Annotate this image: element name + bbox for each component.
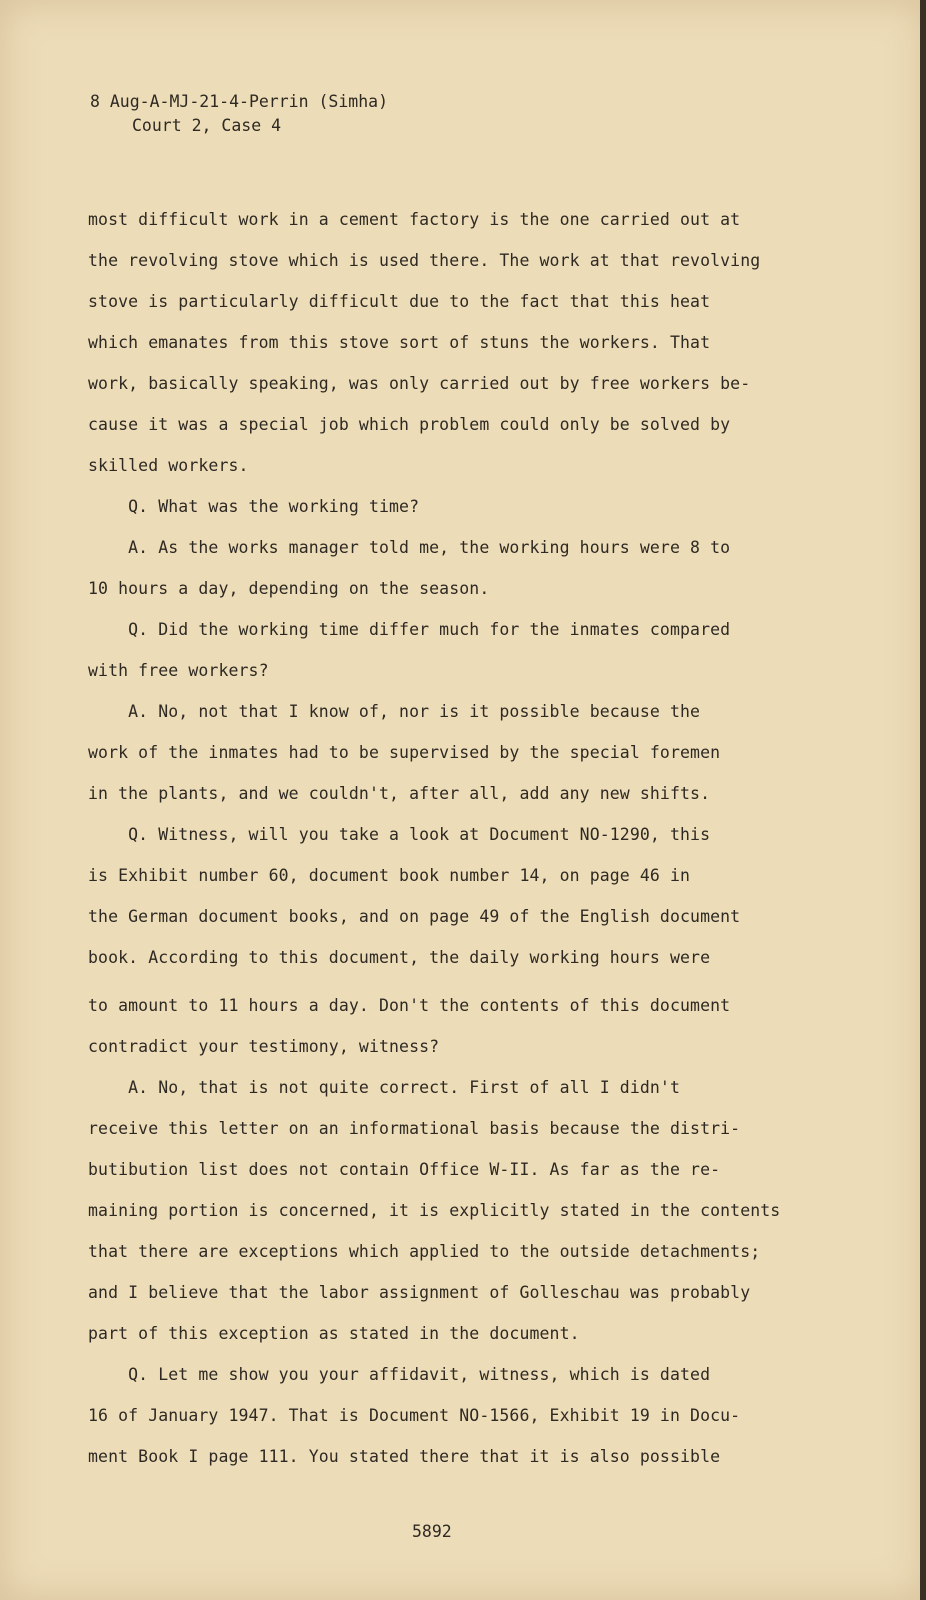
transcript-line: A. As the works manager told me, the working hours were 8 to	[88, 538, 731, 557]
transcript-line: 16 of January 1947. That is Document NO-1566, Exhibit 19 in Docu-	[88, 1406, 741, 1425]
transcript-line: work, basically speaking, was only carried out by free workers be-	[88, 374, 751, 393]
transcript-line: receive this letter on an informational basis because the distri-	[88, 1119, 741, 1138]
header-court-case: Court 2, Case 4	[132, 116, 282, 135]
transcript-line: A. No, that is not quite correct. First of all I didn't	[88, 1078, 680, 1097]
transcript-line: stove is particularly difficult due to the fact that this heat	[88, 292, 711, 311]
transcript-line: skilled workers.	[88, 456, 249, 475]
transcript-line: with free workers?	[88, 661, 269, 680]
transcript-line: cause it was a special job which problem could only be solved by	[88, 415, 731, 434]
transcript-line: Q. Witness, will you take a look at Document NO-1290, this	[88, 825, 711, 844]
transcript-line: which emanates from this stove sort of stuns the workers. That	[88, 333, 711, 352]
transcript-line: most difficult work in a cement factory is the one carried out at	[88, 210, 741, 229]
transcript-line: maining portion is concerned, it is explicitly stated in the contents	[88, 1201, 781, 1220]
document-header	[90, 90, 388, 138]
transcript-line: work of the inmates had to be supervised by the special foremen	[88, 743, 721, 762]
transcript-line: and I believe that the labor assignment of Golleschau was probably	[88, 1283, 751, 1302]
transcript-line: Q. What was the working time?	[88, 497, 420, 516]
transcript-line: is Exhibit number 60, document book number 14, on page 46 in	[88, 866, 691, 885]
transcript-line: 10 hours a day, depending on the season.	[88, 579, 490, 598]
transcript-line: Q. Let me show you your affidavit, witness, which is dated	[88, 1365, 711, 1384]
transcript-line: A. No, not that I know of, nor is it possible because the	[88, 702, 701, 721]
transcript-line: in the plants, and we couldn't, after all, add any new shifts.	[88, 784, 711, 803]
header-reference: 8 Aug-A-MJ-21-4-Perrin (Simha)	[90, 92, 389, 111]
page-edge	[920, 0, 926, 1600]
transcript-line: the German document books, and on page 49 of the English document	[88, 907, 741, 926]
page-number: 5892	[412, 1522, 452, 1541]
transcript-line: part of this exception as stated in the document.	[88, 1324, 580, 1343]
transcript-line: contradict your testimony, witness?	[88, 1037, 440, 1056]
transcript-line: ment Book I page 111. You stated there that it is also possible	[88, 1447, 721, 1466]
transcript-line: to amount to 11 hours a day. Don't the contents of this document	[88, 996, 731, 1015]
transcript-line: the revolving stove which is used there. The work at that revolving	[88, 251, 761, 270]
transcript-line: Q. Did the working time differ much for the inmates compared	[88, 620, 731, 639]
transcript-line: book. According to this document, the daily working hours were	[88, 948, 711, 967]
transcript-line: that there are exceptions which applied to the outside detachments;	[88, 1242, 761, 1261]
transcript-line: butibution list does not contain Office W-II. As far as the re-	[88, 1160, 721, 1179]
